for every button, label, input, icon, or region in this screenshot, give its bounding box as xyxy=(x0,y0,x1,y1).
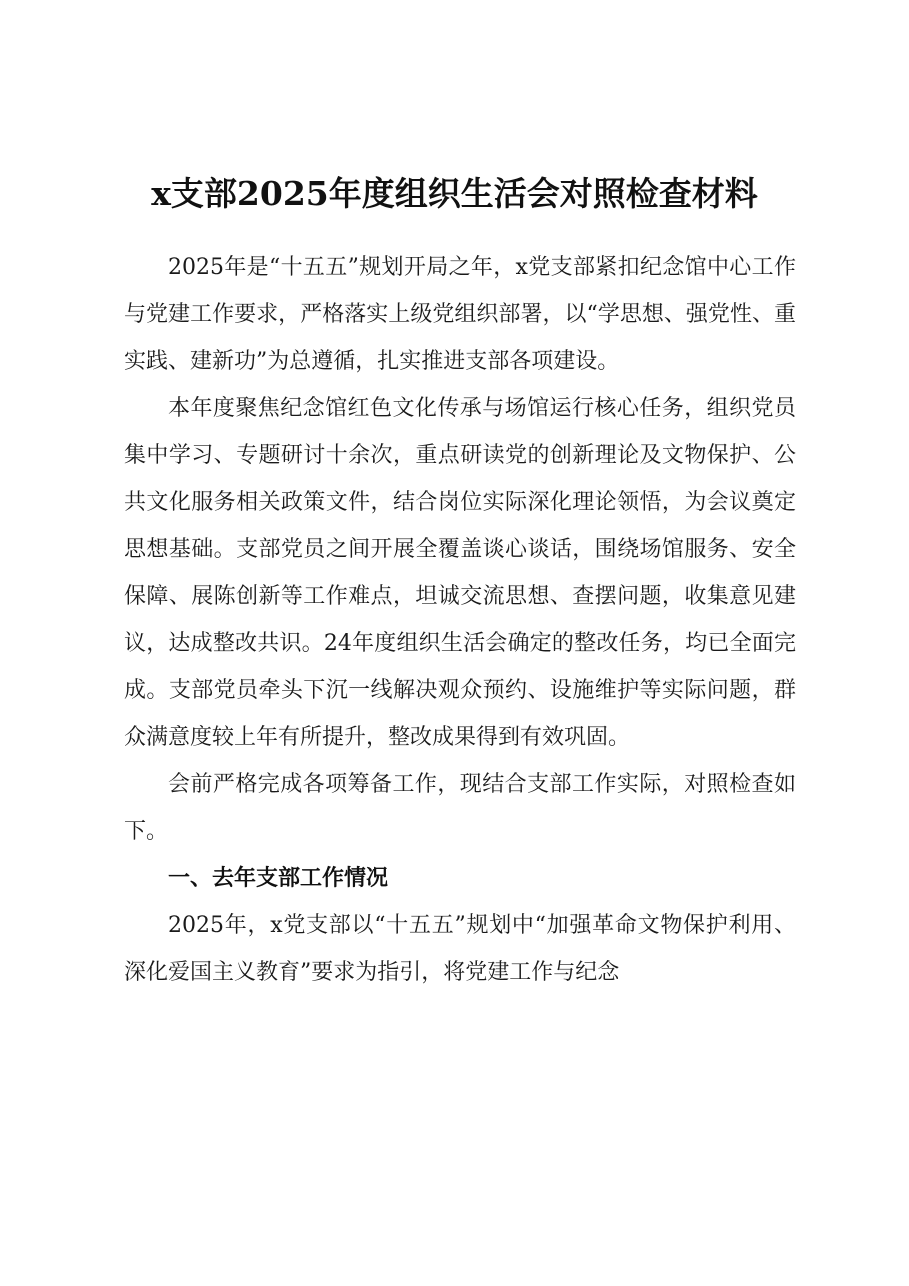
document-body xyxy=(124,244,796,996)
document-title: x支部2025年度组织生活会对照检查材料 xyxy=(151,174,758,213)
section-paragraph: 2025年，x党支部以“十五五”规划中“加强革命文物保护利用、深化爱国主义教育”要求为指引，将党建工作与纪念 xyxy=(124,913,796,985)
summary-paragraph: 本年度聚焦纪念馆红色文化传承与场馆运行核心任务，组织党员集中学习、专题研讨十余次，重点研读党的创新理论及文物保护、公共文化服务相关政策文件，结合岗位实际深化理论领悟，为会议奠定思想基础。支部党员之间开展全覆盖谈心谈话，围绕场馆服务、安全保障、展陈创新等工作难点，坦诚交流思想、查摆问题，收集意见建议，达成整改共识。24年度组织生活会确定的整改任务，均已全面完成。支部党员牵头下沉一线解决观众预约、设施维护等实际问题，群众满意度较上年有所提升，整改成果得到有效巩固。 xyxy=(124,396,796,750)
intro-paragraph: 2025年是“十五五”规划开局之年，x党支部紧扣纪念馆中心工作与党建工作要求，严格落实上级党组织部署，以“学思想、强党性、重实践、建新功”为总遵循，扎实推进支部各项建设。 xyxy=(124,255,796,374)
preparation-paragraph: 会前严格完成各项筹备工作，现结合支部工作实际，对照检查如下。 xyxy=(124,772,796,844)
section-heading: 一、去年支部工作情况 xyxy=(168,866,389,891)
